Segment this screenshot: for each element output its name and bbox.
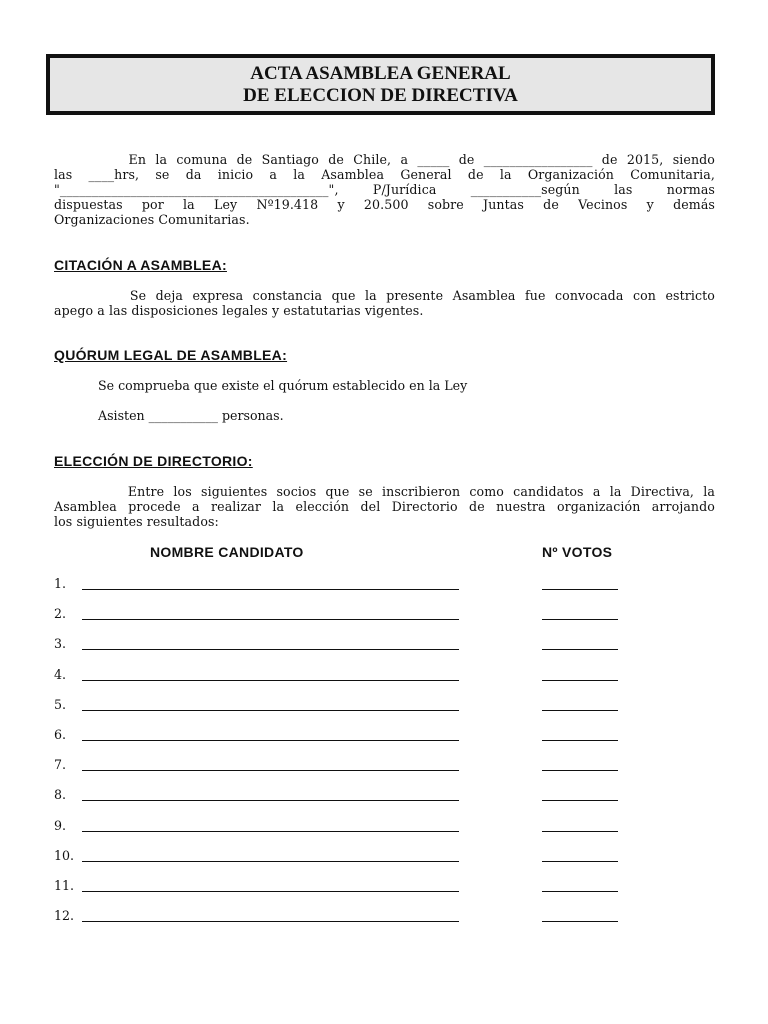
candidate-name-column-header: NOMBRE CANDIDATO <box>150 544 304 560</box>
candidate-name-blank <box>82 800 459 801</box>
candidate-row <box>0 818 768 838</box>
row-number: 11. <box>54 878 75 893</box>
row-number: 4. <box>54 666 67 682</box>
vote-count-blank <box>542 649 618 650</box>
candidate-name-blank <box>82 831 459 832</box>
candidate-name-blank <box>82 649 459 650</box>
candidate-row <box>0 576 768 596</box>
document-title-line-2: DE ELECCION DE DIRECTIVA <box>243 84 518 106</box>
candidate-name-blank <box>82 710 459 711</box>
row-number: 6. <box>54 727 67 742</box>
candidate-name-blank <box>82 680 459 681</box>
attendance-text: Asisten ___________ personas. <box>98 408 284 423</box>
candidate-row <box>0 697 768 717</box>
row-number: 1. <box>54 576 67 591</box>
quorum-heading: QUÓRUM LEGAL DE ASAMBLEA: <box>54 347 288 363</box>
candidate-row <box>0 908 768 928</box>
intro-line: Organizaciones Comunitarias. <box>54 212 250 227</box>
candidate-name-blank <box>82 921 459 922</box>
row-number: 5. <box>54 696 67 712</box>
row-number: 7. <box>54 757 67 773</box>
candidate-name-blank <box>82 891 459 892</box>
candidate-row <box>0 606 768 626</box>
citacion-paragraph <box>54 288 715 318</box>
row-number: 2. <box>54 606 67 622</box>
vote-count-blank <box>542 831 618 832</box>
row-number: 8. <box>54 787 67 803</box>
intro-line: En la comuna de Santiago de Chile, a _____ de _________________ de 2015, siendo <box>54 152 715 167</box>
intro-paragraph <box>54 152 715 227</box>
eleccion-line: Asamblea procede a realizar la elección del Directorio de nuestra organización arrojando <box>54 499 715 514</box>
vote-count-blank <box>542 770 618 771</box>
vote-count-blank <box>542 619 618 620</box>
row-number: 9. <box>54 817 67 833</box>
eleccion-paragraph <box>54 484 715 529</box>
vote-count-blank <box>542 710 618 711</box>
intro-line: dispuestas por la Ley Nº19.418 y 20.500 sobre Juntas de Vecinos y demás <box>54 197 715 212</box>
quorum-text: Se comprueba que existe el quórum establecido en la Ley <box>98 378 468 393</box>
candidate-row <box>0 787 768 807</box>
row-number: 3. <box>54 636 67 652</box>
vote-count-blank <box>542 740 618 741</box>
eleccion-line: los siguientes resultados: <box>54 514 219 529</box>
candidate-row <box>0 878 768 898</box>
candidate-name-blank <box>82 740 459 741</box>
candidate-row <box>0 727 768 747</box>
candidate-name-blank <box>82 589 459 590</box>
intro-line: las ____hrs, se da inicio a la Asamblea General de la Organización Comunitaria, <box>54 167 715 182</box>
vote-count-blank <box>542 589 618 590</box>
vote-count-blank <box>542 891 618 892</box>
votes-column-header: Nº VOTOS <box>542 544 613 560</box>
candidate-name-blank <box>82 619 459 620</box>
citacion-heading: CITACIÓN A ASAMBLEA: <box>54 257 227 273</box>
candidate-row <box>0 848 768 868</box>
eleccion-heading: ELECCIÓN DE DIRECTORIO: <box>54 453 253 469</box>
candidate-name-blank <box>82 770 459 771</box>
citacion-line: apego a las disposiciones legales y estatutarias vigentes. <box>54 303 424 318</box>
row-number: 10. <box>54 847 75 863</box>
vote-count-blank <box>542 921 618 922</box>
candidate-row <box>0 757 768 777</box>
candidate-row <box>0 636 768 656</box>
vote-count-blank <box>542 800 618 801</box>
document-title-line-1: ACTA ASAMBLEA GENERAL <box>250 62 511 84</box>
row-number: 12. <box>54 908 75 924</box>
candidate-name-blank <box>82 861 459 862</box>
document-title-box <box>46 54 715 115</box>
intro-line: "__________________________________________", P/Jurídica ___________según las normas <box>54 182 715 197</box>
citacion-line: Se deja expresa constancia que la presente Asamblea fue convocada con estricto <box>54 288 715 303</box>
vote-count-blank <box>542 861 618 862</box>
candidate-row <box>0 667 768 687</box>
eleccion-line: Entre los siguientes socios que se inscribieron como candidatos a la Directiva, la <box>54 484 715 499</box>
vote-count-blank <box>542 680 618 681</box>
